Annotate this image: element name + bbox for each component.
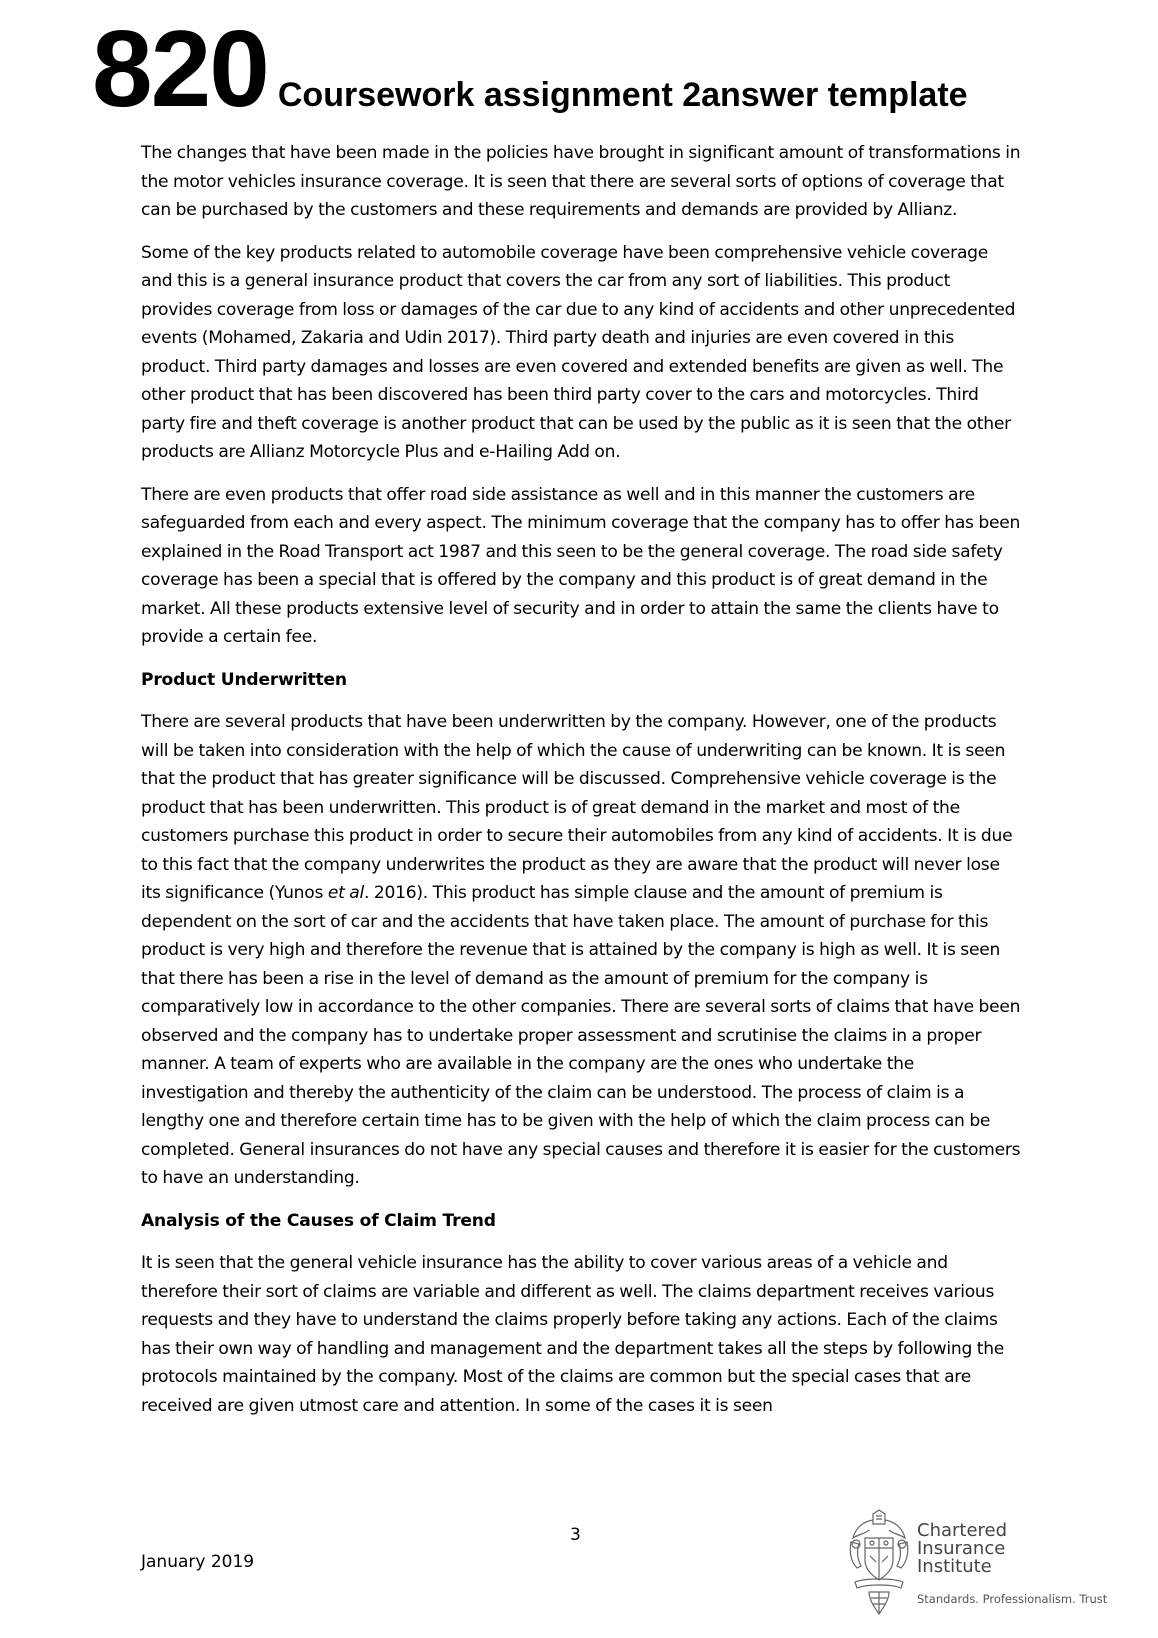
paragraph-1: The changes that have been made in the policies have brought in significant amount of transformations in the motor vehicles insurance coverage. It is seen that there are several sorts of options of coverage that can be purchased by the customers and these requirements and demands are provided by Allianz. <box>141 143 1021 220</box>
org-name-line-2: Insurance <box>917 1538 1006 1559</box>
heading-claim-trend: Analysis of the Causes of Claim Trend <box>141 1210 496 1231</box>
org-name-line-1: Chartered <box>917 1520 1008 1541</box>
footer-date: January 2019 <box>141 1552 255 1572</box>
organisation-name <box>917 1522 1037 1576</box>
page-header <box>92 8 968 130</box>
crest-icon <box>845 1508 913 1618</box>
citation-et-al: et al <box>327 883 364 903</box>
paragraph-5: It is seen that the general vehicle insurance has the ability to cover various areas of a vehicle and therefore their sort of claims are variable and different as well. The claims department receives various requests and they have to understand the claims properly before taking any actions. Each of the claims has their own way of handling and management and the department takes all the steps by following the protocols maintained by the company. Most of the claims are common but the special cases that are received are given utmost care and attention. In some of the cases it is seen <box>141 1253 1005 1416</box>
paragraph-3: There are even products that offer road side assistance as well and in this manner the customers are safeguarded from each and every aspect. The minimum coverage that the company has to offer has been explained in the Road Transport act 1987 and this seen to be the general coverage. The road side safety coverage has been a special that is offered by the company and this product is of great demand in the market. All these products extensive level of security and in order to attain the same the clients have to provide a certain fee. <box>141 484 1021 647</box>
cii-logo <box>845 1508 1135 1620</box>
document-title: Coursework assignment 2answer template <box>277 76 968 114</box>
organisation-tagline: Standards. Professionalism. Trust <box>917 1592 1108 1606</box>
paragraph-4-part-1: There are several products that have been underwritten by the company. However, one of the products will be taken into consideration with the help of which the cause of underwriting can be known. It is seen that the product that has greater significance will be discussed. Comprehensive vehicle coverage is the product that has been underwritten. This product is of great demand in the market and most of the customers purchase this product in order to secure their automobiles from any kind of accidents. It is due to this fact that the company underwrites the product as they are aware that the product will never lose its significance (Yunos <box>141 712 1013 903</box>
body-content <box>141 139 1021 1434</box>
heading-product-underwritten: Product Underwritten <box>141 669 347 690</box>
paragraph-4 <box>141 708 1021 1193</box>
unit-number: 820 <box>92 8 268 130</box>
page-number: 3 <box>570 1525 581 1545</box>
paragraph-4-part-2: . 2016). This product has simple clause and the amount of premium is dependent on the sort of car and the accidents that have taken place. The amount of purchase for this product is very high and therefore the revenue that is attained by the company is high as well. It is seen that there has been a rise in the level of demand as the amount of premium for the company is comparatively low in accordance to the other companies. There are several sorts of claims that have been observed and the company has to undertake proper assessment and scrutinise the claims in a proper manner. A team of experts who are available in the company are the ones who undertake the investigation and thereby the authenticity of the claim can be understood. The process of claim is a lengthy one and therefore certain time has to be given with the help of which the claim process can be completed. General insurances do not have any special causes and therefore it is easier for the customers to have an understanding. <box>141 883 1021 1188</box>
paragraph-2: Some of the key products related to automobile coverage have been comprehensive vehicle coverage and this is a general insurance product that covers the car from any sort of liabilities. This product provides coverage from loss or damages of the car due to any kind of accidents and other unprecedented events (Mohamed, Zakaria and Udin 2017). Third party death and injuries are even covered in this product. Third party damages and losses are even covered and extended benefits are given as well. The other product that has been discovered has been third party cover to the cars and motorcycles. Third party fire and theft coverage is another product that can be used by the public as it is seen that the other products are Allianz Motorcycle Plus and e-Hailing Add on. <box>141 242 1016 462</box>
org-name-line-3: Institute <box>917 1556 992 1577</box>
